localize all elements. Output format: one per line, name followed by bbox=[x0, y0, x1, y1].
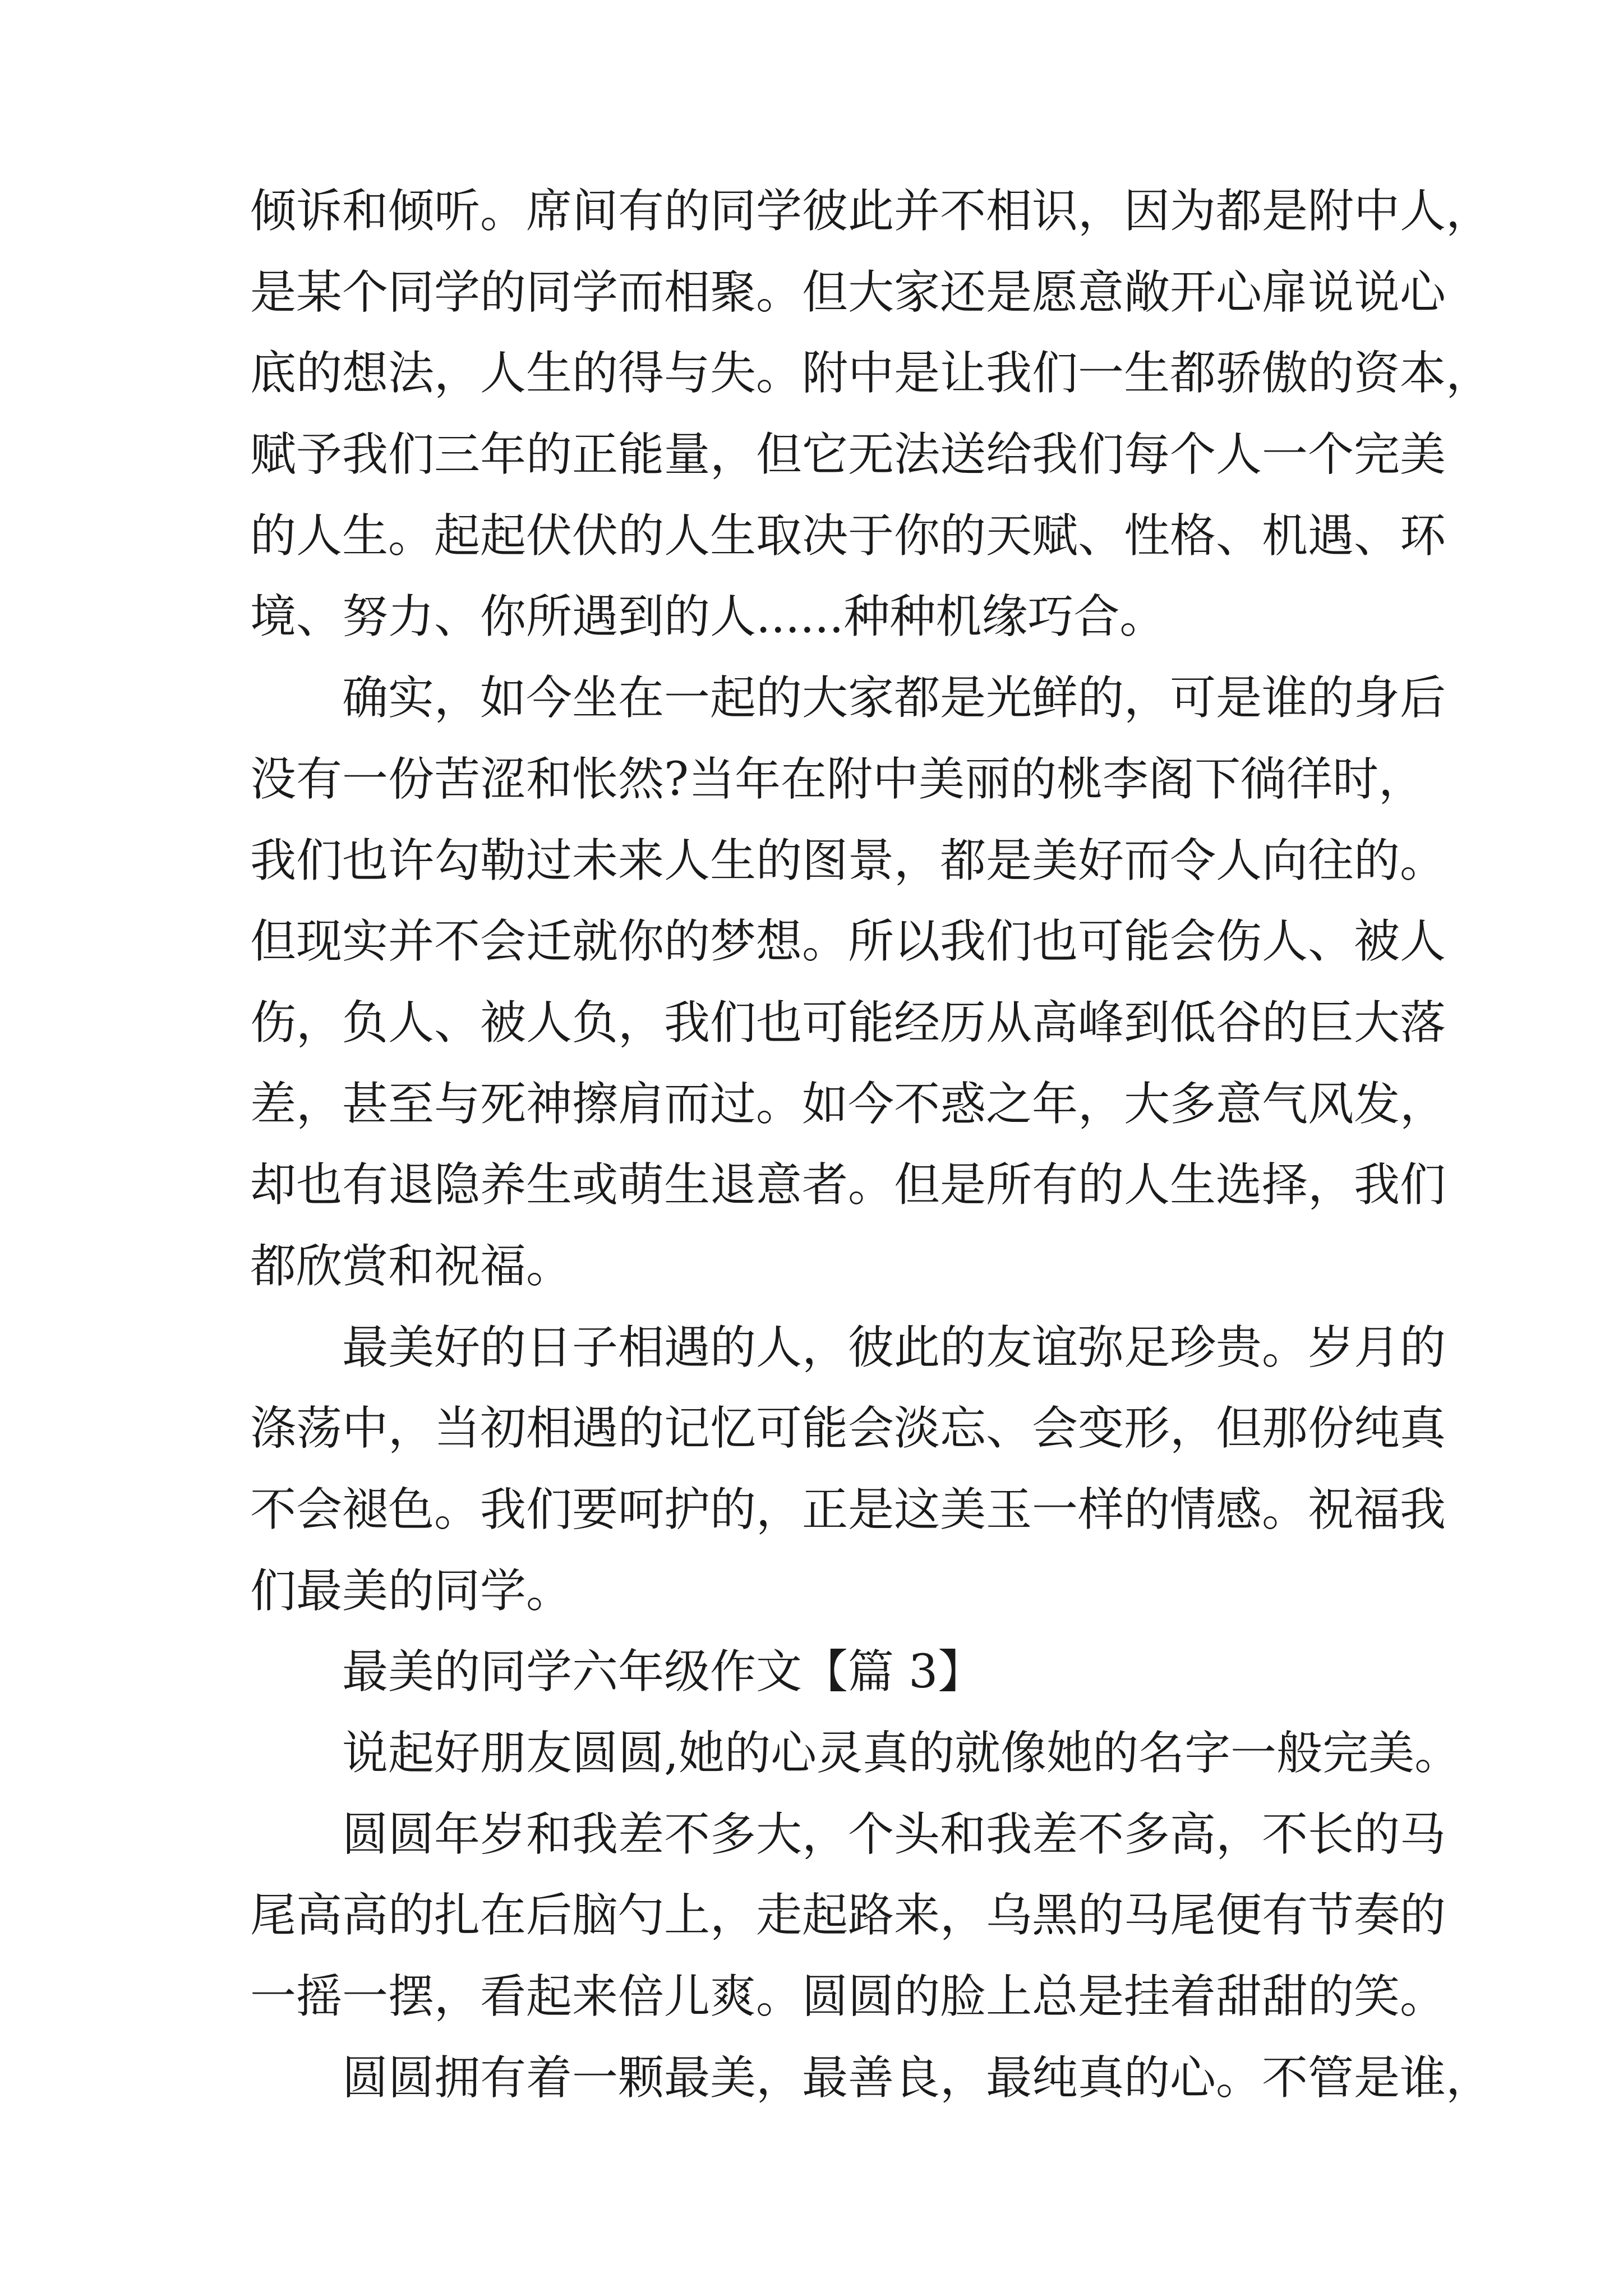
text-line: 是某个同学的同学而相聚。但大家还是愿意敞开心扉说说心 bbox=[250, 265, 1446, 319]
paragraph-start-line: 说起好朋友圆圆,她的心灵真的就像她的名字一般完美。 bbox=[342, 1727, 1461, 1780]
text-line: 一摇一摆，看起来倍儿爽。圆圆的脸上总是挂着甜甜的笑。 bbox=[250, 1970, 1446, 2024]
text-line: 境、努力、你所遇到的人......种种机缘巧合。 bbox=[250, 590, 1166, 644]
text-line: 我们也许勾勒过未来人生的图景，都是美好而令人向往的。 bbox=[250, 834, 1446, 887]
text-line: 但现实并不会迁就你的梦想。所以我们也可能会伤人、被人 bbox=[250, 915, 1446, 969]
text-line: 们最美的同学。 bbox=[250, 1564, 573, 1618]
text-line: 不会褪色。我们要呵护的，正是这美玉一样的情感。祝福我 bbox=[250, 1483, 1446, 1536]
paragraph-start-line: 圆圆拥有着一颗最美，最善良，最纯真的心。不管是谁， bbox=[342, 2051, 1492, 2105]
text-line: 却也有退隐养生或萌生退意者。但是所有的人生选择，我们 bbox=[250, 1158, 1446, 1212]
paragraph-start-line: 圆圆年岁和我差不多大，个头和我差不多高，不长的马 bbox=[342, 1807, 1446, 1861]
text-line: 都欣赏和祝福。 bbox=[250, 1239, 573, 1293]
text-line: 尾高高的扎在后脑勺上，走起路来，乌黑的马尾便有节奏的 bbox=[250, 1889, 1446, 1943]
body-text bbox=[250, 171, 1492, 2119]
paragraph-start-line: 确实，如今坐在一起的大家都是光鲜的，可是谁的身后 bbox=[342, 671, 1446, 725]
text-line: 涤荡中，当初相遇的记忆可能会淡忘、会变形，但那份纯真 bbox=[250, 1402, 1446, 1456]
text-line: 倾诉和倾听。席间有的同学彼此并不相识，因为都是附中人， bbox=[250, 185, 1492, 238]
text-line: 差，甚至与死神擦肩而过。如今不惑之年，大多意气风发， bbox=[250, 1077, 1446, 1131]
paragraph-start-line: 最美好的日子相遇的人，彼此的友谊弥足珍贵。岁月的 bbox=[342, 1320, 1446, 1374]
text-line: 底的想法，人生的得与失。附中是让我们一生都骄傲的资本， bbox=[250, 347, 1492, 401]
section-heading: 最美的同学六年级作文【篇 3】 bbox=[342, 1645, 984, 1699]
text-line: 伤，负人、被人负，我们也可能经历从高峰到低谷的巨大落 bbox=[250, 996, 1446, 1050]
text-line: 没有一份苦涩和怅然?当年在附中美丽的桃李阁下徜徉时， bbox=[250, 752, 1424, 806]
text-line: 的人生。起起伏伏的人生取决于你的天赋、性格、机遇、环 bbox=[250, 509, 1446, 563]
text-line: 赋予我们三年的正能量，但它无法送给我们每个人一个完美 bbox=[250, 428, 1446, 482]
